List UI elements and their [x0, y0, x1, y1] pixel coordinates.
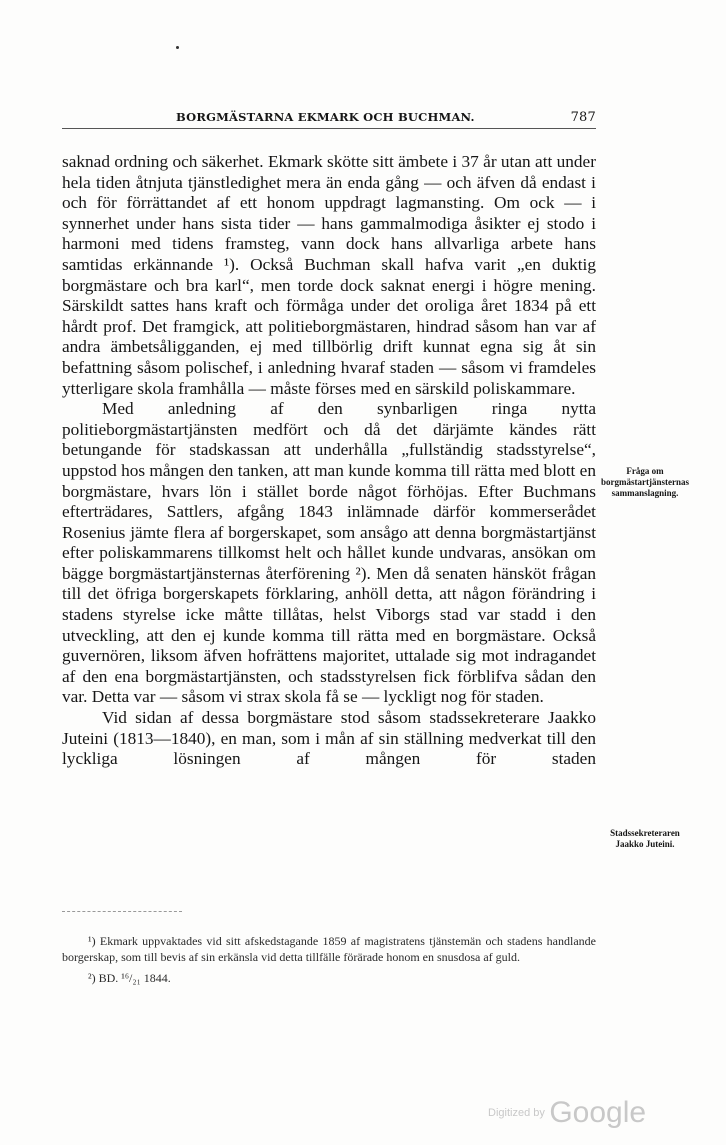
- footnote-1: ¹) Ekmark uppvaktades vid sitt afskedstagande 1859 af magistratens tjänstemän och stadens handlande borgerskap, som till bevis af sin erkänsla vid detta tillfälle förärade honom en snusdosa af guld.: [62, 934, 596, 964]
- running-title: BORGMÄSTARNA EKMARK OCH BUCHMAN.: [176, 110, 475, 124]
- page-number: 787: [570, 110, 596, 125]
- google-logo: Google: [549, 1096, 647, 1129]
- footnotes: [62, 934, 596, 993]
- watermark-prefix: Digitized by: [488, 1107, 545, 1119]
- header-rule: [62, 128, 596, 129]
- margin-note-juteini: Stadssekreteraren Jaakko Juteini.: [610, 828, 680, 849]
- margin-note-sammanslagning: Fråga om borgmästartjänsternas sammanslagning.: [601, 466, 689, 498]
- ink-speck: [176, 46, 179, 49]
- footnote-separator: [62, 911, 182, 912]
- paragraph-1: saknad ordning och säkerhet. Ekmark skötte sitt ämbete i 37 år utan att under hela tiden åtnjuta tjänstledighet mera än enda gång — och äfven då endast i och för förrättandet af ett honom uppdragt lagmansting. Om ock — i synnerhet under hans sista tider — hans gammalmodiga åsikter ej stodo i harmoni med tidens framsteg, vann dock hans allvarliga arbete hans samtidas erkännande ¹). Också Buchman skall hafva varit „en duktig borgmästare och bra karl“, men torde dock saknat energi i högre mening. Särskildt sattes hans kraft och förmåga under det oroliga året 1834 på ett hårdt prof. Det framgick, att politieborgmästaren, hindrad såsom han var af andra ämbetsåligganden, ej med tillbörlig drift kunnat egna sig åt sin befattning såsom polischef, i anledning hvaraf staden — såsom vi framdeles ytterligare skola framhålla — måste förses med en särskild poliskammare.: [62, 152, 596, 398]
- footnote-2: ²) BD. ¹⁶/₂₁ 1844.: [88, 971, 171, 985]
- paragraph-3: Vid sidan af dessa borgmästare stod såsom stadssekreterare Jaakko Juteini (1813—1840), en man, som i mån af sin ställning medverkat till den lyckliga lösningen af mången för staden: [62, 708, 596, 769]
- running-header: [176, 110, 596, 124]
- body-text: [62, 152, 596, 770]
- google-watermark: [488, 1096, 646, 1130]
- paragraph-2: Med anledning af den synbarligen ringa nytta politieborgmästartjänsten medfört och då det därjämte kändes rätt betungande för stadskassan att underhålla „fullständig stadsstyrelse“, uppstod hos mången den tanken, att man kunde komma till rätta med blott en borgmästare, hvars lön i stället borde något förhöjas. Efter Buchmans efterträdares, Sattlers, afgång 1843 inlämnade därför kommerserådet Rosenius jämte flera af borgerskapet, som ansågo att denna borgmästartjänst efter poliskammarens tillkomst helt och hållet kunde undvaras, ansökan om bägge borgmästartjänsternas återförening ²). Men då senaten hänsköt frågan till det öfriga borgerskapets förklaring, anhöll detta, att någon förändring i stadens styrelse icke måtte tillåtas, helst Viborgs stad var stadd i den utveckling, att den ej kunde komma till rätta med en borgmästare. Också guvernören, liksom äfven hofrättens majoritet, uttalade sig mot indragandet af den ena borgmästartjänsten, och stadsstyrelsen fick förblifva sådan den var. Detta var — såsom vi strax skola få se — lyckligt nog för staden.: [62, 399, 596, 707]
